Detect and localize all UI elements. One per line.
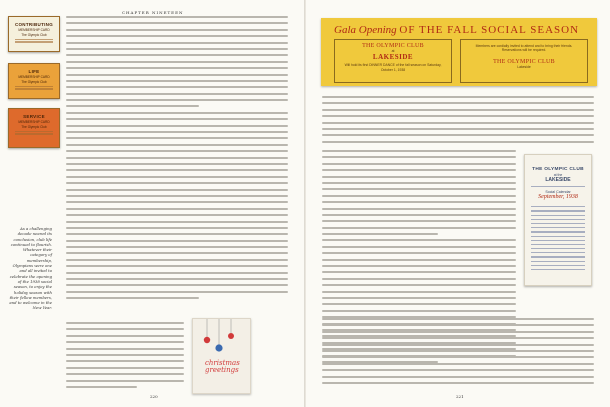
gala-opening-flyer [321,18,597,86]
body-text-upper [66,16,288,304]
card-subtitle: MEMBERSHIP CARD [18,120,50,124]
card-club: The Olympic Club [21,125,47,129]
flyer-note: Will hold its first DINNER DANCE of the fall season on Saturday, October 1, 1938 [344,63,442,72]
flyer-signature: THE OLYMPIC CLUB [493,58,555,65]
card-club: The Olympic Club [21,33,47,37]
holiday-card-text: christmas greetings [205,359,240,374]
flyer-at: at [391,49,395,53]
flyer-invitation-panel [460,39,588,83]
flyer-headline-rest: OF THE FALL SOCIAL SEASON [399,24,580,36]
page-number-right: 221 [456,394,464,399]
flyer-headline [334,24,579,36]
booklet-place: LAKESIDE [545,177,571,183]
contributing-membership-card [8,16,60,52]
flyer-club-name: THE OLYMPIC CLUB [362,43,424,49]
flyer-invitation-text: Members are cordially invited to attend and to bring their friends. Reservations will be required. [475,44,573,53]
flyer-headline-italic: Gala Opening [334,24,397,36]
chapter-heading: CHAPTER NINETEEN [122,10,184,15]
left-page [0,0,304,407]
booklet-month: September, 1938 [538,194,578,201]
card-club: The Olympic Club [21,80,47,84]
flyer-club-panel [334,39,452,83]
booklet-label: Social Calendar [545,190,571,195]
life-membership-card [8,63,60,99]
flyer-lakeside: LAKESIDE [372,53,414,62]
page-number-left: 220 [150,394,158,399]
body-text-lower [66,322,184,392]
right-page [306,0,610,407]
card-subtitle: MEMBERSHIP CARD [18,75,50,79]
service-membership-card [8,108,60,148]
body-text-bottom [322,318,594,388]
flyer-signature-sub: Lakeside [517,64,531,69]
card-title: LIFE [28,69,40,74]
card-title: SERVICE [23,114,45,119]
booklet-at: at the [553,173,563,177]
card-title: CONTRIBUTING [14,22,54,27]
ornament-icon [193,319,250,359]
social-calendar-booklet [524,154,592,286]
figure-caption: As a challenging decade neared its conclusion, club life continued to flourish. Whatever their category of membership, Olympians were one and all invited to celebrate the opening of the 1938 social season, to enjoy the holiday season with their fellow members, and to welcome in the New Year. [9,226,52,311]
christmas-greetings-card [192,318,251,394]
body-text-top [322,96,594,147]
card-subtitle: MEMBERSHIP CARD [18,28,50,32]
booklet-title: THE OLYMPIC CLUB [532,167,584,172]
